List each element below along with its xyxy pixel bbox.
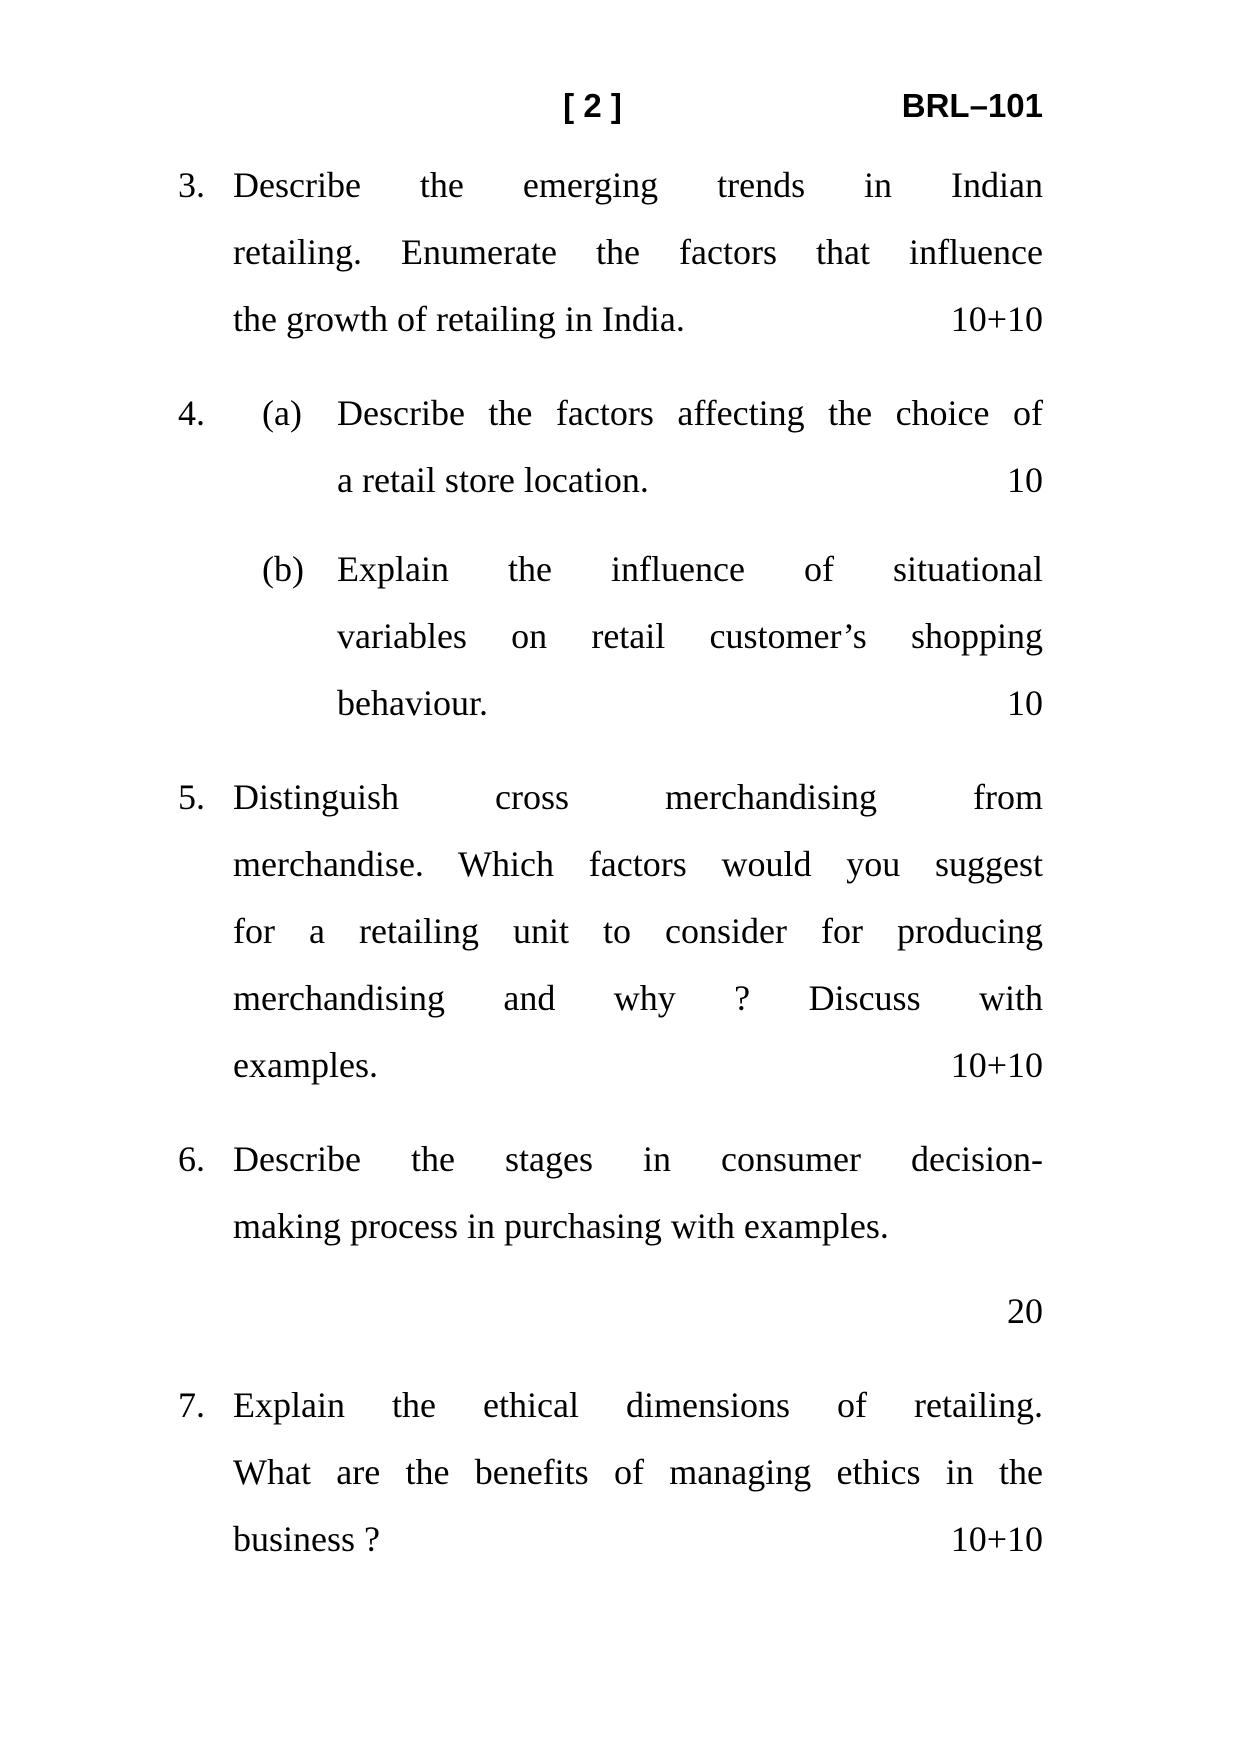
- sub-question-body: [337, 536, 1043, 737]
- sub-question-label: (b): [262, 549, 304, 589]
- question-last-line: [233, 286, 1043, 353]
- question-last-line: [233, 1032, 1043, 1099]
- question-body: [233, 380, 1043, 737]
- question-text-line: for a retailing unit to consider for producing: [233, 911, 1043, 951]
- marks-value: 10: [1007, 683, 1043, 723]
- question-text-line: Explain the ethical dimensions of retailing.: [233, 1385, 1043, 1425]
- sub-question-label: (a): [262, 393, 302, 433]
- question-text-line: business ?: [233, 1519, 380, 1559]
- question-text-line: retailing. Enumerate the factors that influence: [233, 232, 1043, 272]
- question-text-line: behaviour.: [337, 683, 488, 723]
- question-last-line: [337, 670, 1043, 737]
- question-text-line: Describe the factors affecting the choice of: [337, 393, 1043, 433]
- question-text-line: Describe the emerging trends in Indian: [233, 165, 1043, 205]
- question-text-line: examples.: [233, 1045, 378, 1085]
- question-text-line: the growth of retailing in India.: [233, 299, 685, 339]
- question-4: [178, 380, 1043, 737]
- page-number: [ 2 ]: [563, 87, 622, 124]
- question-text-line: a retail store location.: [337, 460, 649, 500]
- questions-list: [178, 152, 1043, 1573]
- header: [178, 86, 1043, 126]
- question-last-line: [337, 447, 1043, 514]
- question-6: [178, 1126, 1043, 1345]
- question-7: [178, 1372, 1043, 1573]
- sub-question-b: [233, 536, 1043, 737]
- marks-value: 10+10: [950, 1045, 1043, 1085]
- question-text-line: What are the benefits of managing ethics in the: [233, 1452, 1043, 1492]
- marks-value: 20: [1007, 1291, 1043, 1331]
- question-number: 4.: [178, 393, 205, 433]
- question-body: [233, 152, 1043, 353]
- paper-code: BRL–101: [901, 87, 1043, 124]
- question-body: [233, 1372, 1043, 1573]
- marks-value: 10: [1007, 460, 1043, 500]
- question-text-line: making process in purchasing with examples.: [233, 1206, 889, 1246]
- question-number: 6.: [178, 1139, 205, 1179]
- question-body: [233, 1126, 1043, 1345]
- question-text-line: Describe the stages in consumer decision-: [233, 1139, 1043, 1179]
- question-text-line: merchandising and why ? Discuss with: [233, 978, 1043, 1018]
- sub-question-a: [233, 380, 1043, 514]
- question-text-line: variables on retail customer’s shopping: [337, 616, 1043, 656]
- marks-value: 10+10: [950, 1519, 1043, 1559]
- question-text-line: Explain the influence of situational: [337, 549, 1043, 589]
- question-body: [233, 764, 1043, 1099]
- sub-question-body: [337, 380, 1043, 514]
- question-number: 5.: [178, 777, 205, 817]
- question-text-line: Distinguish cross merchandising from: [233, 777, 1043, 817]
- question-number: 7.: [178, 1385, 205, 1425]
- question-5: [178, 764, 1043, 1099]
- question-last-line: [233, 1506, 1043, 1573]
- question-3: [178, 152, 1043, 353]
- question-text-line: merchandise. Which factors would you suggest: [233, 844, 1043, 884]
- question-number: 3.: [178, 165, 205, 205]
- question-marks-line: [233, 1278, 1043, 1345]
- marks-value: 10+10: [950, 299, 1043, 339]
